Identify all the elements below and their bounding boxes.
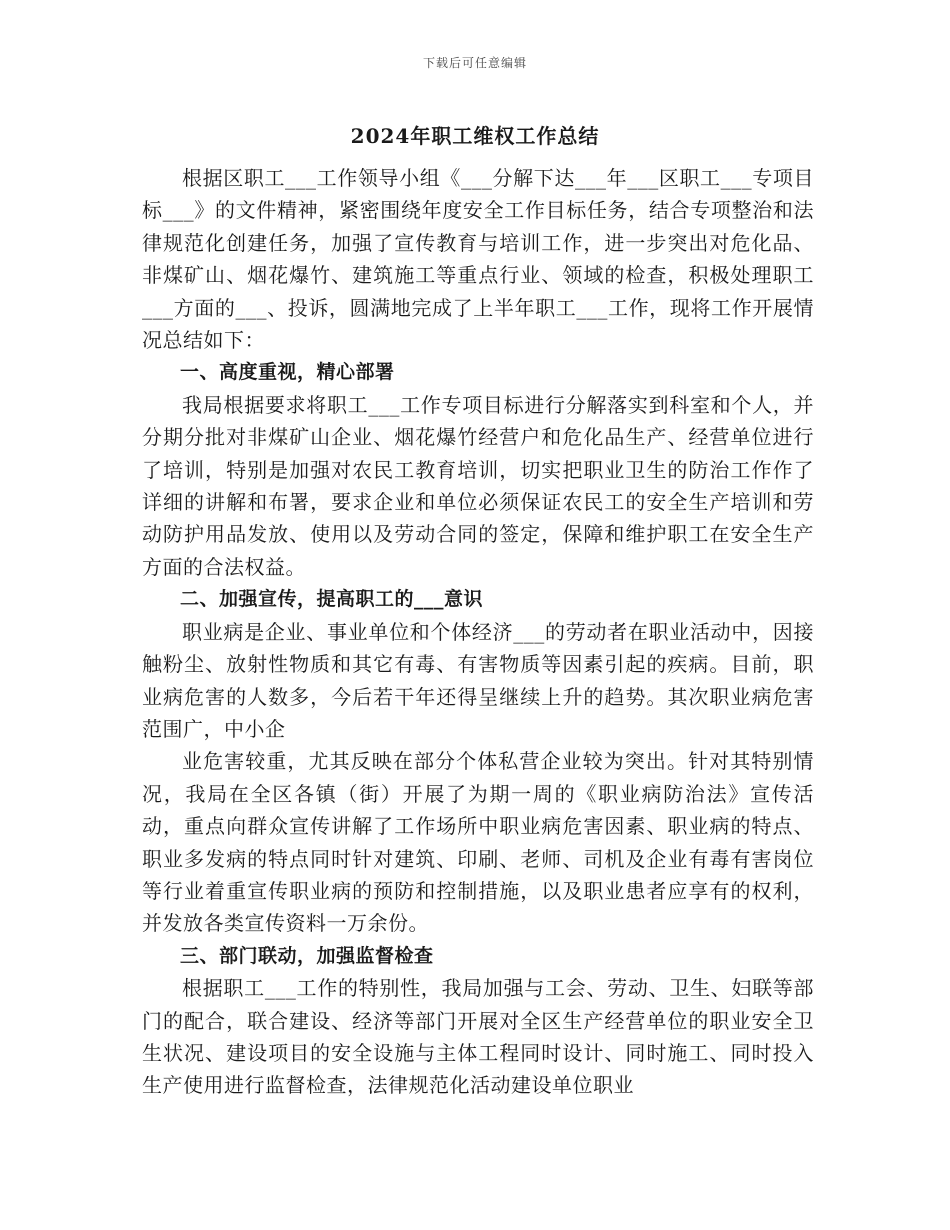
download-note: 下载后可任意编辑 [422,56,527,70]
section-heading-1: 一、高度重视，精心部署 [180,361,395,384]
section-heading-2: 二、加强宣传，提高职工的___意识 [180,588,484,611]
document-body [142,162,814,1102]
section-1-paragraph: 我局根据要求将职工___工作专项目标进行分解落实到科室和个人，并分期分批对非煤矿山企业、烟花爆竹经营户和危化品生产、经营单位进行了培训，特别是加强对农民工教育培训，切实把职业卫生的防治工作作了详细的讲解和布署，要求企业和单位必须保证农民工的安全生产培训和劳动防护用品发放、使用以及劳动合同的签定，保障和维护职工在安全生产方面的合法权益。 [142,392,814,579]
section-2-paragraph-1: 职业病是企业、事业单位和个体经济___的劳动者在职业活动中，因接触粉尘、放射性物质和其它有毒、有害物质等因素引起的疾病。目前，职业病危害的人数多，今后若干年还得呈继续上升的趋势。其次职业病危害范围广，中小企 [142,619,814,741]
section-heading-3: 三、部门联动，加强监督检查 [180,944,434,967]
section-3-paragraph: 根据职工___工作的特别性，我局加强与工会、劳动、卫生、妇联等部门的配合，联合建设、经济等部门开展对全区生产经营单位的职业安全卫生状况、建设项目的安全设施与主体工程同时设计、同时施工、同时投入生产使用进行监督检查，法律规范化活动建设单位职业 [142,976,814,1098]
section-2-paragraph-2: 业危害较重，尤其反映在部分个体私营企业较为突出。针对其特别情况，我局在全区各镇（街）开展了为期一周的《职业病防治法》宣传活动，重点向群众宣传讲解了工作场所中职业病危害因素、职业病的特点、职业多发病的特点同时针对建筑、印刷、老师、司机及企业有毒有害岗位等行业着重宣传职业病的预防和控制措施，以及职业患者应享有的权利，并发放各类宣传资料一万余份。 [142,749,814,936]
document-title: 2024年职工维权工作总结 [350,124,600,148]
intro-paragraph: 根据区职工___工作领导小组《___分解下达___年___区职工___专项目标___》的文件精神，紧密围绕年度安全工作目标任务，结合专项整治和法律规范化创建任务，加强了宣传教育与培训工作，进一步突出对危化品、非煤矿山、烟花爆竹、建筑施工等重点行业、领域的检查，积极处理职工___方面的___、投诉，圆满地完成了上半年职工___工作，现将工作开展情况总结如下： [142,166,814,353]
